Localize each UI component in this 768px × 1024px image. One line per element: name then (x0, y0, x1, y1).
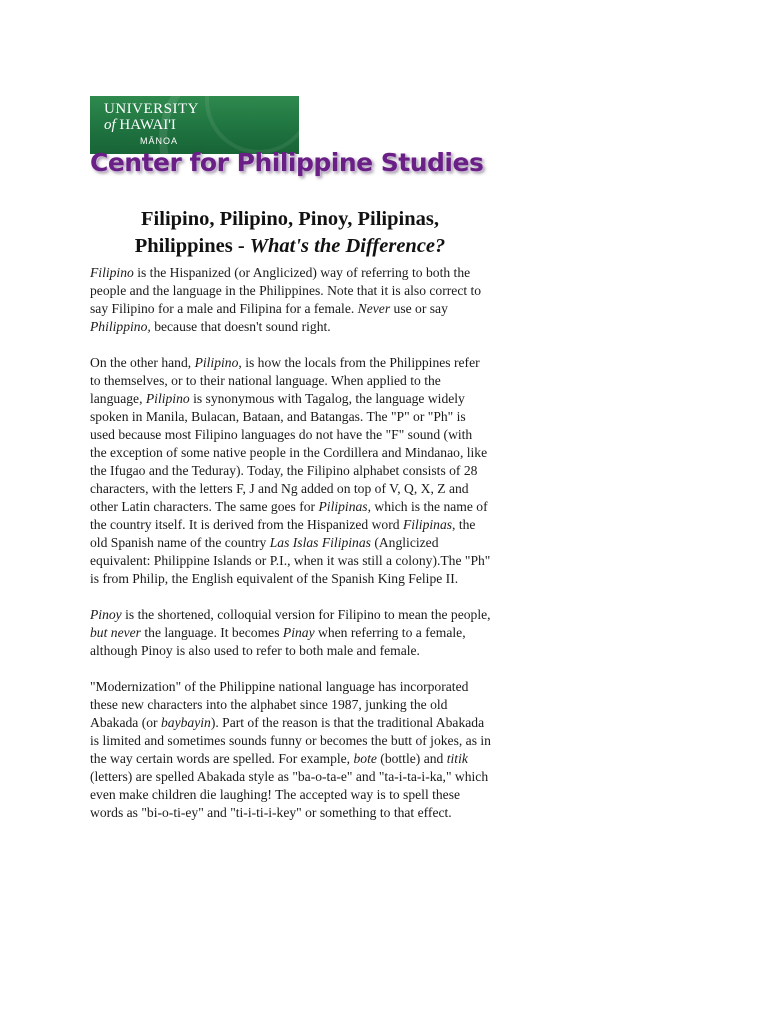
italic-term: Pinay (282, 625, 315, 640)
text-run: , the old Spanish name of the country (90, 517, 476, 550)
italic-term: Filipino (90, 265, 134, 280)
italic-term: Filipinas (402, 517, 453, 532)
title-plain: Philippines - (134, 235, 250, 257)
italic-term: Pinoy (90, 607, 122, 622)
italic-term: titik (446, 751, 468, 766)
logo-of-text: of (104, 117, 116, 133)
title-emphasis: What's the Difference? (249, 235, 446, 257)
logo-hawaii-text (104, 117, 176, 134)
center-title: Center for Philippine Studies (90, 148, 484, 177)
text-run: is the Hispanized (or Anglicized) way of referring to both the people and the language in the Philippines. Note that it is also correct to say Filipino for a male and Filipina for a female. (90, 265, 482, 316)
paragraph-filipino (90, 264, 492, 336)
text-run: , is how the locals from the Philippines refer to themselves, or to their national language. When applied to the language, (90, 355, 480, 406)
title-line-1: Filipino, Pilipino, Pinoy, Pilipinas, (141, 208, 439, 230)
text-run: the language. It becomes (140, 625, 283, 640)
logo-hawaii-name: HAWAI'I (119, 117, 176, 133)
italic-term: Philippino, (90, 319, 151, 334)
text-run: use or say (390, 301, 448, 316)
italic-term: Pilipinas (318, 499, 368, 514)
logo-university-text: UNIVERSITY (104, 101, 199, 117)
italic-term: baybayin (160, 715, 211, 730)
document-title (80, 206, 500, 260)
text-run: when referring to a female, although Pinoy is also used to refer to both male and female. (90, 625, 466, 658)
text-run: (letters) are spelled Abakada style as "ba-o-ta-e" and "ta-i-ta-i-ka," which even make children die laughing! The accepted way is to spell these words as "bi-o-ti-ey" and "ti-i-ti-i-key" or something to that effect. (90, 769, 489, 820)
italic-term: but never (90, 625, 141, 640)
italic-term: bote (353, 751, 377, 766)
paragraph-pilipino (90, 354, 492, 588)
text-run: , which is the name of the country itself. It is derived from the Hispanized word (90, 499, 488, 532)
university-of-hawaii-logo (90, 96, 299, 154)
italic-term: Las Islas Filipinas (269, 535, 371, 550)
text-run: (bottle) and (376, 751, 447, 766)
text-run: because that doesn't sound right. (150, 319, 331, 334)
paragraph-pinoy (90, 606, 492, 660)
italic-term: Pilipino (145, 391, 190, 406)
text-run: ). Part of the reason is that the traditional Abakada is limited and sometimes sounds funny or becomes the butt of jokes, as in the way certain words are spelled. For example, (90, 715, 491, 766)
title-line-2 (135, 235, 446, 257)
italic-term: Never (357, 301, 391, 316)
italic-term: Pilipino (194, 355, 239, 370)
text-run: is synonymous with Tagalog, the language widely spoken in Manila, Bulacan, Bataan, and Batangas. The "P" or "Ph" is used because most Filipino languages do not have the "F" sound (with the exception of some native people in the Cordillera and Mindanao, like the Ifugao and the Teduray). Today, the Filipino alphabet consists of 28 characters, with the letters F, J and Ng added on top of V, Q, X, Z and other Latin characters. The same goes for (90, 391, 488, 514)
text-run: (Anglicized equivalent: Philippine Islands or P.I., when it was still a colony).The "Ph" is from Philip, the English equivalent of the Spanish King Felipe II. (90, 535, 491, 586)
text-run: "Modernization" of the Philippine national language has incorporated these new characters into the alphabet since 1987, junking the old Abakada (or (90, 679, 469, 730)
text-run: is the shortened, colloquial version for Filipino to mean the people, (121, 607, 491, 622)
logo-manoa-text: MĀNOA (140, 136, 179, 146)
text-run: On the other hand, (90, 355, 195, 370)
paragraph-modernization (90, 678, 492, 822)
article-body (90, 264, 492, 840)
